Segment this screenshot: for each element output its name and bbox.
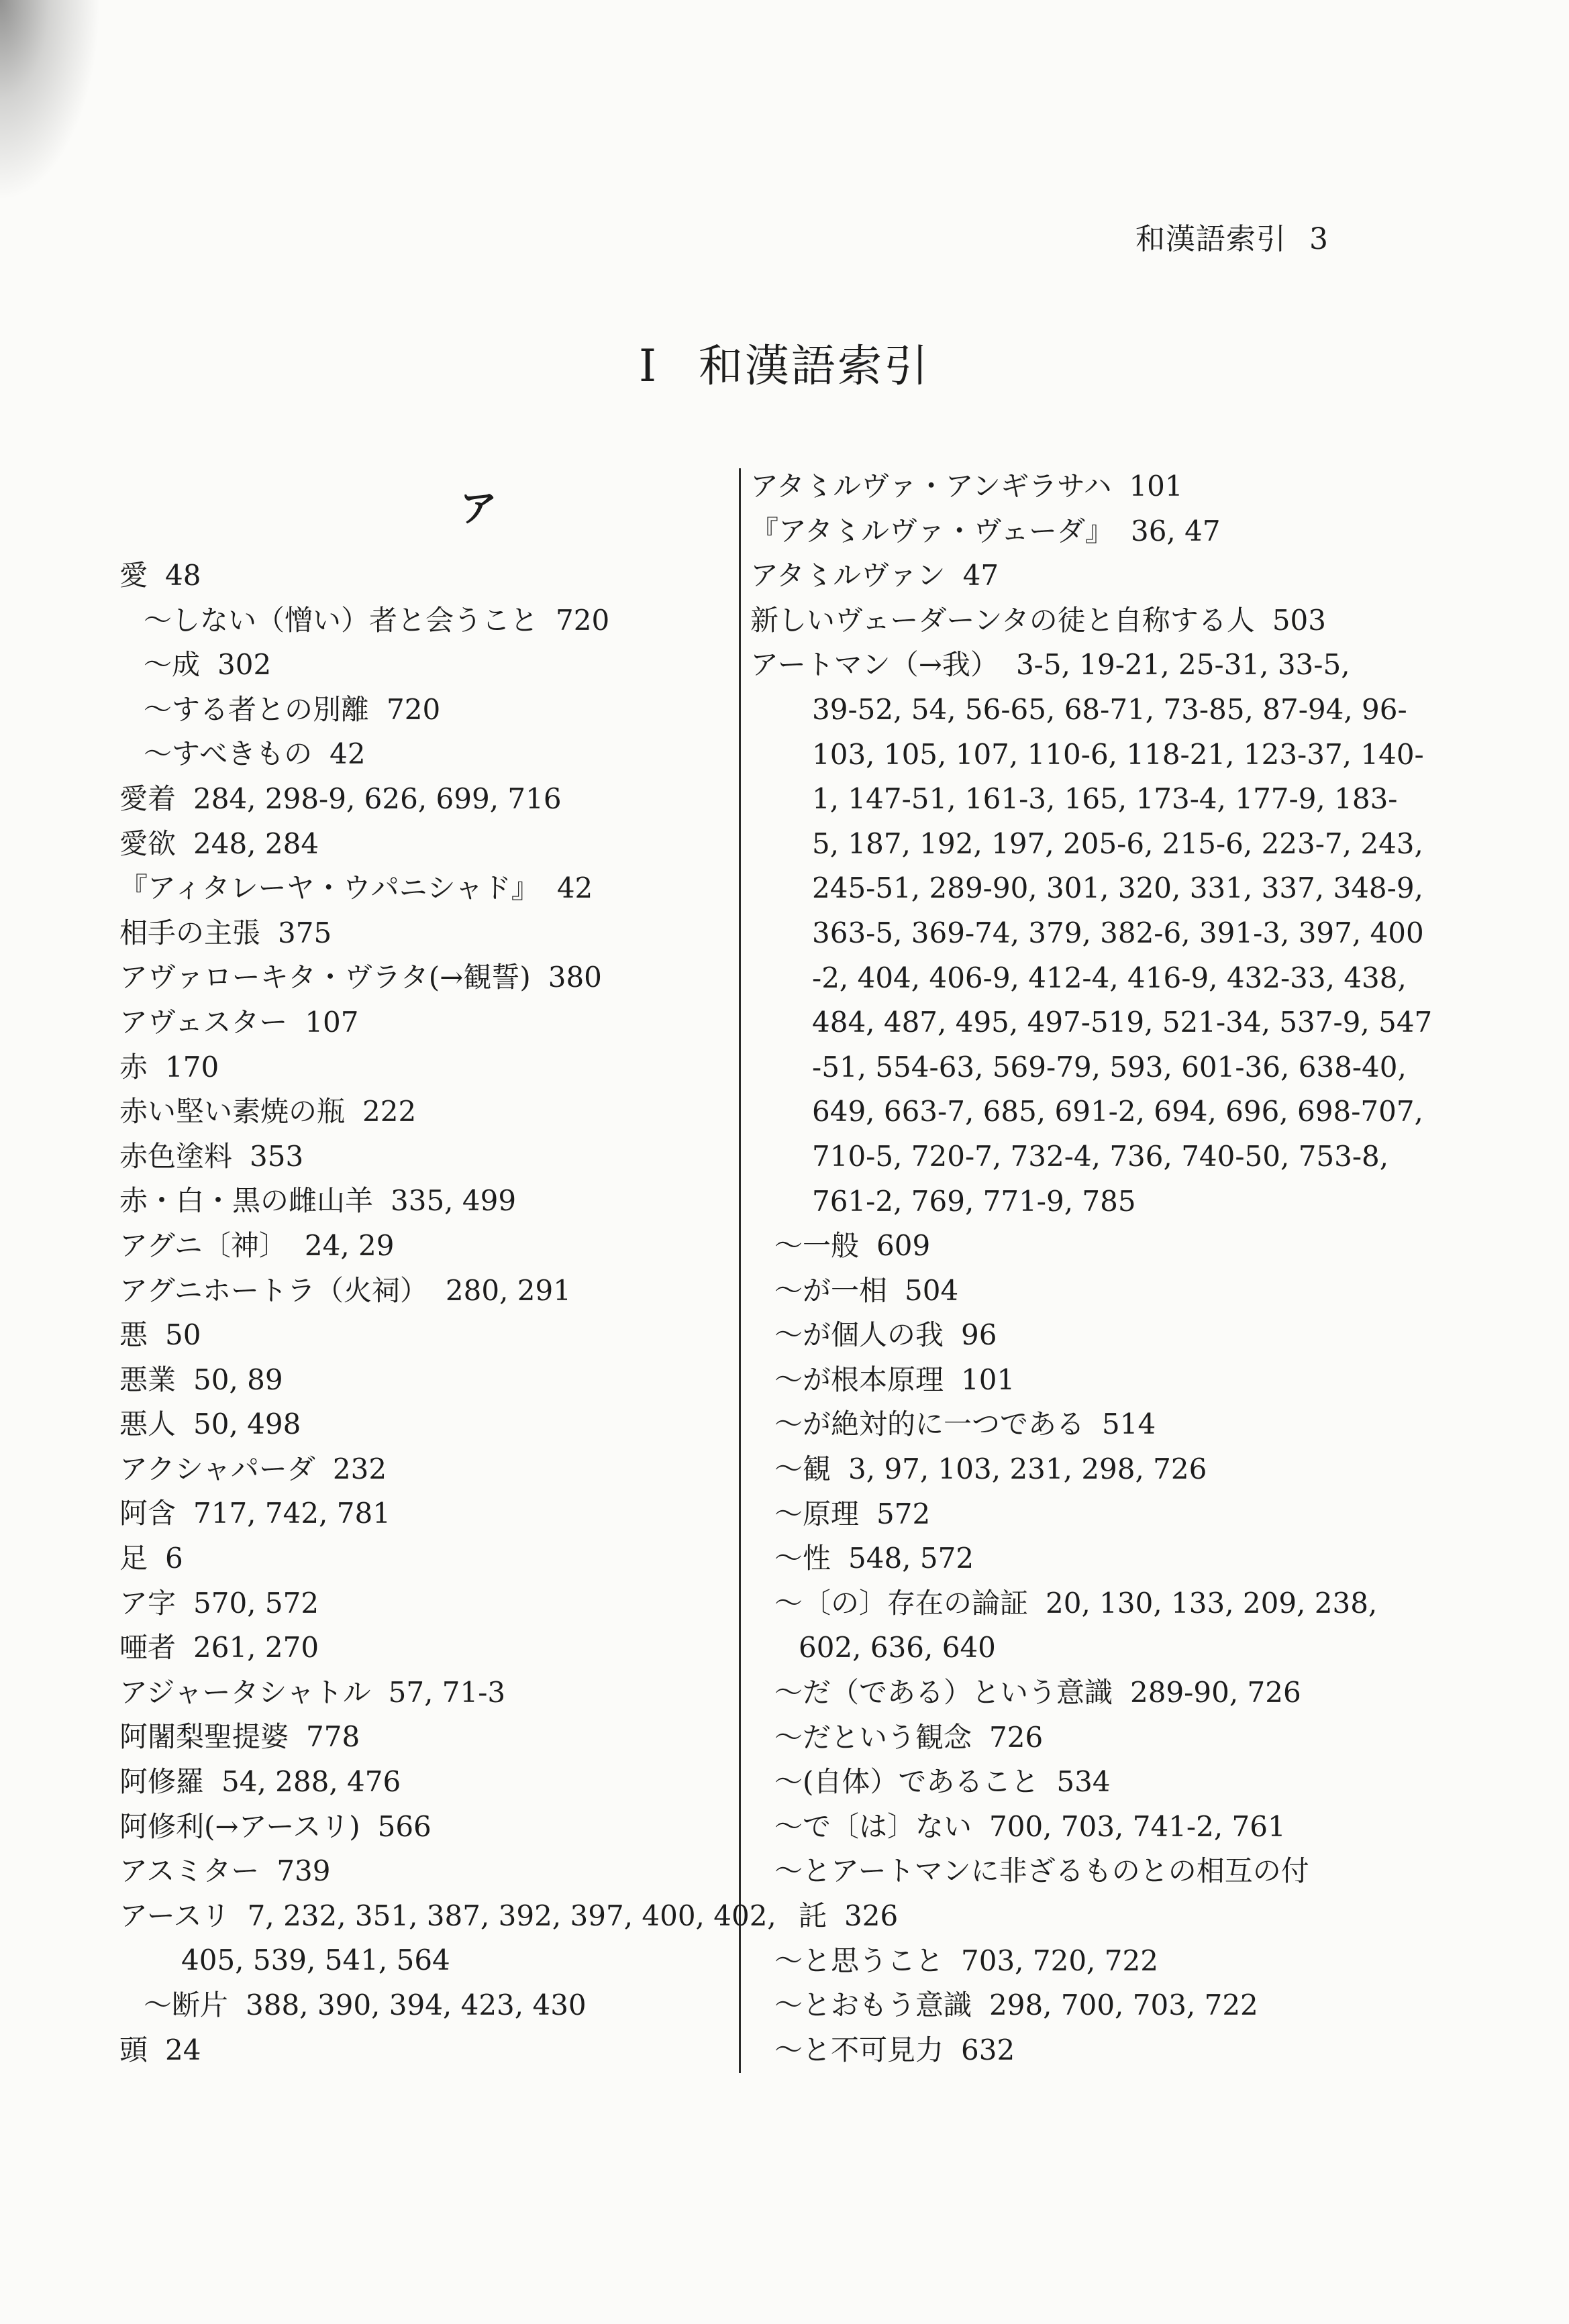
index-term: 阿修羅 — [119, 1765, 205, 1799]
index-pages: 42 — [330, 737, 366, 771]
index-term: 愛着 — [119, 782, 176, 815]
index-entry — [750, 1402, 1374, 1447]
right-entry-list — [750, 464, 1433, 2072]
index-term: アグニホートラ（火祠） — [119, 1273, 428, 1307]
index-entry — [750, 1849, 1374, 1894]
index-entry — [119, 1983, 723, 2028]
index-term: 『アィタレーヤ・ウパニシャド』 — [119, 872, 540, 905]
index-pages: 57, 71-3 — [388, 1675, 506, 1709]
index-term: 託 — [799, 1899, 827, 1932]
index-pages: 289-90, 726 — [1130, 1676, 1301, 1709]
index-entry — [750, 464, 1374, 509]
index-entry — [119, 1849, 723, 1894]
index-pages: 739 — [276, 1854, 331, 1888]
index-pages: 363-5, 369-74, 379, 382-6, 391-3, 397, 400 — [812, 916, 1424, 949]
index-pages: 245-51, 289-90, 301, 320, 331, 337, 348-9, — [812, 872, 1423, 905]
index-pages: 232 — [332, 1452, 387, 1485]
index-entry — [750, 1983, 1374, 2028]
index-pages: 3, 97, 103, 231, 298, 726 — [848, 1452, 1207, 1486]
index-pages: 353 — [250, 1139, 304, 1173]
index-entry — [119, 1491, 723, 1536]
index-pages: 50 — [165, 1318, 201, 1352]
index-term: ～が根本原理 — [774, 1363, 944, 1396]
index-entry — [750, 1536, 1374, 1581]
index-pages: 261, 270 — [193, 1631, 319, 1665]
index-entry — [750, 1045, 1407, 1090]
index-entry — [119, 1626, 723, 1671]
index-pages: 222 — [362, 1095, 417, 1128]
index-pages: 248, 284 — [193, 827, 319, 860]
index-entry — [119, 1671, 723, 1715]
index-entry — [119, 911, 723, 956]
index-pages: 96 — [961, 1318, 997, 1352]
index-term: 唖者 — [119, 1631, 176, 1665]
index-pages: 572 — [876, 1497, 931, 1530]
index-term: 愛欲 — [119, 827, 176, 860]
index-term: ～が一相 — [774, 1273, 888, 1307]
index-term: ～一般 — [774, 1229, 860, 1263]
running-head-title: 和漢語索引 — [1135, 222, 1286, 256]
index-entry — [750, 822, 1423, 867]
index-pages: 48 — [165, 559, 201, 592]
index-term: ～だ（である）という意識 — [774, 1676, 1113, 1709]
index-pages: 484, 487, 495, 497-519, 521-34, 537-9, 547 — [812, 1006, 1433, 1039]
index-entry — [119, 688, 723, 733]
index-pages: 649, 663-7, 685, 691-2, 694, 696, 698-707, — [812, 1095, 1423, 1128]
index-entry — [750, 866, 1423, 911]
index-pages: 602, 636, 640 — [799, 1631, 996, 1665]
index-entry — [119, 1760, 723, 1805]
index-entry — [750, 1581, 1378, 1626]
index-entry — [119, 1805, 723, 1850]
index-pages: -51, 554-63, 569-79, 593, 601-36, 638-40, — [812, 1050, 1407, 1084]
index-pages: 50, 89 — [193, 1363, 283, 1396]
index-term: ～(自体）であること — [774, 1765, 1040, 1799]
index-term: ～〔の〕存在の論証 — [774, 1586, 1029, 1620]
index-pages: 24 — [165, 2033, 201, 2066]
index-entry — [119, 1581, 723, 1626]
index-term: ～が個人の我 — [774, 1318, 944, 1352]
left-column — [119, 464, 776, 2072]
index-term: アタ〻ルヴァン — [750, 559, 946, 592]
index-term: ～すべきもの — [144, 737, 313, 771]
index-term: ～で〔は〕ない — [774, 1809, 972, 1843]
index-pages: 54, 288, 476 — [221, 1765, 401, 1799]
index-entry — [119, 822, 723, 867]
index-entry — [750, 688, 1407, 733]
index-term: ～観 — [774, 1452, 831, 1486]
index-entry — [119, 553, 723, 598]
index-pages: 50, 498 — [193, 1408, 301, 1441]
index-term: アグニ〔神〕 — [119, 1228, 287, 1262]
index-entry — [750, 2028, 1374, 2073]
index-term: 阿修利(→アースリ) — [119, 1809, 360, 1843]
index-entry — [750, 733, 1424, 778]
index-term: アクシャパーダ — [119, 1452, 315, 1485]
index-term: ～する者との別離 — [144, 692, 370, 726]
title-roman-numeral: I — [638, 340, 659, 392]
index-term: 悪業 — [119, 1363, 176, 1396]
index-entry — [119, 866, 723, 911]
index-term: 悪 — [119, 1318, 148, 1352]
index-entry — [750, 1447, 1374, 1492]
index-pages: 170 — [165, 1050, 219, 1084]
index-term: 悪人 — [119, 1408, 176, 1441]
index-pages: 1, 147-51, 161-3, 165, 173-4, 177-9, 183- — [812, 782, 1398, 816]
index-pages: 335, 499 — [391, 1184, 517, 1218]
index-pages: 103, 105, 107, 110-6, 118-21, 123-37, 140- — [812, 737, 1424, 771]
scan-shadow — [0, 0, 101, 201]
right-column — [750, 464, 1433, 2072]
index-term: ～とおもう意識 — [774, 1989, 972, 2022]
index-pages: 280, 291 — [445, 1273, 571, 1307]
index-term: アヴェスター — [119, 1005, 288, 1039]
index-entry — [119, 777, 723, 822]
index-term: ～断片 — [144, 1989, 229, 2021]
index-entry — [119, 1224, 723, 1269]
index-entry — [750, 956, 1407, 1001]
index-entry — [750, 1760, 1374, 1805]
index-pages: 20, 130, 133, 209, 238, — [1046, 1586, 1378, 1620]
index-pages: 632 — [961, 2033, 1015, 2066]
index-term: 赤色塗料 — [119, 1139, 233, 1173]
section-heading-kana: ア — [460, 486, 497, 531]
title-text: 和漢語索引 — [699, 340, 931, 392]
index-entry — [119, 2028, 723, 2073]
index-pages: 284, 298-9, 626, 699, 716 — [193, 782, 562, 815]
index-pages: 326 — [844, 1899, 899, 1932]
index-pages: 778 — [306, 1720, 360, 1754]
index-pages: 7, 232, 351, 387, 392, 397, 400, 402, — [247, 1899, 776, 1932]
index-pages: 726 — [989, 1720, 1044, 1754]
index-pages: 36, 47 — [1130, 514, 1221, 547]
column-divider — [739, 468, 741, 2073]
index-pages: 107 — [305, 1005, 359, 1039]
index-term: 頭 — [119, 2033, 148, 2066]
index-pages: 609 — [876, 1229, 931, 1263]
index-pages: 101 — [1129, 470, 1183, 503]
index-pages: 548, 572 — [848, 1542, 974, 1575]
index-entry — [119, 1313, 723, 1358]
index-term: ～とアートマンに非ざるものとの相互の付 — [774, 1854, 1309, 1888]
index-term: 赤 — [119, 1050, 148, 1084]
index-entry — [750, 1090, 1423, 1134]
index-term: 赤・白・黒の雌山羊 — [119, 1184, 374, 1218]
index-pages: 39-52, 54, 56-65, 68-71, 73-85, 87-94, 96- — [812, 692, 1407, 726]
index-entry — [750, 911, 1424, 956]
index-entry — [119, 1179, 723, 1224]
index-entry — [750, 1000, 1433, 1045]
index-term: 新しいヴェーダーンタの徒と自称する人 — [750, 603, 1255, 637]
index-term: 相手の主張 — [119, 916, 261, 949]
index-term: 『アタ〻ルヴァ・ヴェーダ』 — [750, 514, 1113, 547]
index-pages: 761-2, 769, 771-9, 785 — [812, 1184, 1136, 1218]
index-term: アジャータシャトル — [119, 1675, 371, 1709]
index-entry — [119, 1402, 723, 1447]
index-pages: 298, 700, 703, 722 — [989, 1989, 1258, 2022]
index-entry — [750, 1715, 1374, 1760]
index-entry — [750, 1179, 1374, 1224]
index-pages: 534 — [1056, 1765, 1111, 1799]
index-entry — [750, 1805, 1374, 1850]
index-term: 阿含 — [119, 1497, 176, 1530]
left-entry-list — [119, 553, 776, 2072]
index-term: 赤い堅い素焼の瓶 — [119, 1095, 346, 1128]
index-pages: -2, 404, 406-9, 412-4, 416-9, 432-33, 438, — [812, 961, 1407, 994]
index-pages: 566 — [377, 1809, 432, 1843]
index-term: ア字 — [119, 1586, 176, 1620]
index-pages: 405, 539, 541, 564 — [181, 1944, 450, 1977]
index-pages: 514 — [1102, 1408, 1156, 1441]
index-pages: 6 — [165, 1542, 183, 1575]
index-entry — [750, 598, 1374, 643]
index-term: ～性 — [774, 1542, 831, 1575]
index-entry — [119, 1536, 723, 1581]
index-entry — [750, 643, 1374, 688]
index-entry — [119, 1358, 723, 1403]
index-term: アスミター — [119, 1854, 260, 1888]
index-pages: 3-5, 19-21, 25-31, 33-5, — [1015, 648, 1350, 682]
index-term: ～と不可見力 — [774, 2033, 944, 2066]
index-pages: 700, 703, 741-2, 761 — [989, 1809, 1286, 1843]
index-term: ～が絶対的に一つである — [774, 1408, 1085, 1441]
index-entry — [750, 1894, 1374, 1939]
index-pages: 504 — [905, 1273, 959, 1307]
index-pages: 710-5, 720-7, 732-4, 736, 740-50, 753-8, — [812, 1139, 1389, 1173]
index-entry — [119, 1134, 723, 1179]
index-pages: 42 — [556, 872, 593, 905]
index-pages: 570, 572 — [193, 1586, 319, 1620]
index-pages: 503 — [1272, 603, 1326, 637]
running-head — [1135, 215, 1329, 258]
index-pages: 101 — [961, 1363, 1015, 1396]
index-entry — [119, 1090, 723, 1134]
index-term: ～成 — [144, 648, 201, 682]
index-entry — [119, 1715, 723, 1760]
index-pages: 47 — [962, 559, 999, 592]
index-pages: 720 — [387, 692, 441, 726]
index-entry — [750, 1626, 1374, 1671]
index-entry — [119, 598, 723, 643]
index-term: アタ〻ルヴァ・アンギラサハ — [750, 470, 1112, 503]
index-term: アートマン（→我） — [750, 648, 999, 682]
index-pages: 380 — [548, 961, 602, 994]
index-entry — [119, 1894, 776, 1939]
index-entry — [750, 777, 1398, 822]
index-pages: 717, 742, 781 — [193, 1497, 391, 1530]
index-entry — [750, 1269, 1374, 1314]
index-pages: 703, 720, 722 — [961, 1944, 1158, 1977]
index-term: ～しない（憎い）者と会うこと — [144, 603, 539, 637]
index-term: ～原理 — [774, 1497, 860, 1530]
index-entry — [750, 1939, 1374, 1984]
index-entry — [119, 955, 723, 1000]
index-pages: 5, 187, 192, 197, 205-6, 215-6, 223-7, 243, — [812, 827, 1423, 860]
index-entry — [119, 1000, 723, 1045]
index-pages: 388, 390, 394, 423, 430 — [246, 1989, 587, 2021]
index-entry — [119, 732, 723, 777]
index-entry — [119, 1045, 723, 1090]
index-entry — [750, 1134, 1389, 1179]
index-entry — [750, 1224, 1374, 1269]
index-entry — [750, 509, 1374, 554]
index-term: ～と思うこと — [774, 1944, 944, 1977]
index-pages: 375 — [278, 916, 332, 949]
index-term: アヴァローキタ・ヴラタ(→観誓) — [119, 961, 531, 994]
index-pages: 302 — [217, 648, 272, 682]
page-number: 3 — [1309, 222, 1329, 256]
index-pages: 24, 29 — [304, 1228, 395, 1262]
index-entry — [119, 1269, 723, 1314]
index-term: ～だという観念 — [774, 1720, 972, 1754]
index-entry — [750, 1313, 1374, 1358]
index-entry — [750, 1492, 1374, 1537]
index-term: アースリ — [119, 1899, 230, 1932]
index-term: 足 — [119, 1542, 148, 1575]
index-entry — [119, 643, 723, 688]
index-pages: 720 — [556, 603, 610, 637]
index-entry — [119, 1938, 723, 1983]
index-entry — [750, 1671, 1374, 1715]
index-entry — [750, 1358, 1374, 1403]
index-entry — [119, 1447, 723, 1492]
page-title — [0, 330, 1569, 394]
index-entry — [750, 553, 1374, 598]
index-term: 愛 — [119, 559, 148, 592]
index-term: 阿闍梨聖提婆 — [119, 1720, 289, 1754]
